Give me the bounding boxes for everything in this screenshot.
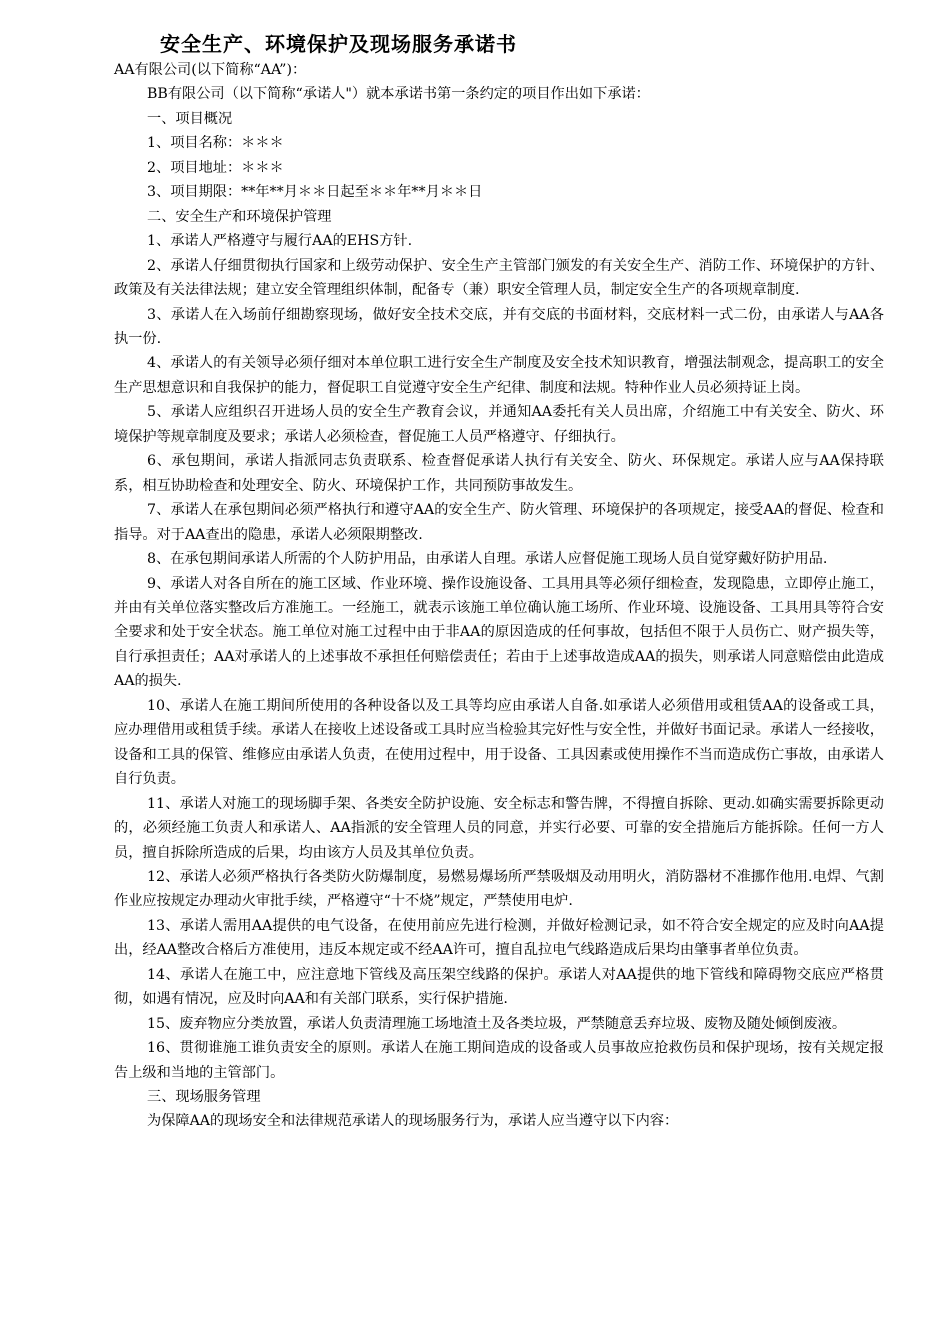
- clause-2-11: 11、承诺人对施工的现场脚手架、各类安全防护设施、安全标志和警告牌，不得擅自拆除、更动.如确实需要拆除更动的，必须经施工负责人和承诺人、AA指派的安全管理人员的同意，并实行必要、可靠的安全措施后方能拆除。任何一方人员，擅自拆除所造成的后果，均由该方人员及其单位负责。: [114, 795, 884, 861]
- section-3-intro: 为保障AA的现场安全和法律规范承诺人的现场服务行为，承诺人应当遵守以下内容：: [147, 1113, 679, 1130]
- addressee-line: AA有限公司(以下简称“AA”)：: [114, 62, 307, 78]
- intro-paragraph: BB有限公司（以下简称“承诺人"）就本承诺书第一条约定的项目作出如下承诺：: [147, 86, 650, 103]
- project-term-line: 3、项目期限：**年**月＊＊日起至＊＊年**月＊＊日: [147, 184, 483, 201]
- section-heading-2: 二、安全生产和环境保护管理: [147, 208, 332, 225]
- clause-2-6: 6、承包期间，承诺人指派同志负责联系、检查督促承诺人执行有关安全、防火、环保规定。承诺人应与AA保持联系，相互协助检查和处理安全、防火、环境保护工作，共同预防事故发生。: [114, 453, 884, 494]
- document-title: 安全生产、环境保护及现场服务承诺书: [160, 32, 517, 56]
- project-name-line: 1、项目名称：＊＊＊: [147, 135, 284, 152]
- clause-2-16: 16、贯彻谁施工谁负责安全的原则。承诺人在施工期间造成的设备或人员事故应抢救伤员和保护现场，按有关规定报告上级和当地的主管部门。: [114, 1040, 884, 1081]
- section-heading-3: 三、现场服务管理: [147, 1089, 261, 1106]
- clause-2-9: 9、承诺人对各自所在的施工区域、作业环境、操作设施设备、工具用具等必须仔细检查，发现隐患，立即停止施工，并由有关单位落实整改后方准施工。一经施工，就表示该施工单位确认施工场所、作业环境、设施设备、工具用具等符合安全要求和处于安全状态。施工单位对施工过程中由于非AA的原因造成的任何事故，包括但不限于人员伤亡、财产损失等，自行承担责任；AA对承诺人的上述事故不承担任何赔偿责任；若由于上述事故造成AA的损失，则承诺人同意赔偿由此造成AA的损失.: [114, 575, 884, 690]
- clause-2-14: 14、承诺人在施工中，应注意地下管线及高压架空线路的保护。承诺人对AA提供的地下管线和障碍物交底应严格贯彻，如遇有情况，应及时向AA和有关部门联系，实行保护措施.: [114, 966, 884, 1008]
- clause-2-1: 1、承诺人严格遵守与履行AA的EHS方针.: [147, 233, 413, 250]
- clause-2-15: 15、废弃物应分类放置，承诺人负责清理施工场地渣土及各类垃圾，严禁随意丢弃垃圾、废物及随处倾倒废液。: [147, 1015, 847, 1032]
- clause-2-8: 8、在承包期间承诺人所需的个人防护用品，由承诺人自理。承诺人应督促施工现场人员自觉穿戴好防护用品.: [147, 551, 828, 568]
- section-heading-1: 一、项目概况: [147, 110, 233, 127]
- clause-2-12: 12、承诺人必须严格执行各类防火防爆制度，易燃易爆场所严禁吸烟及动用明火，消防器材不准挪作他用.电焊、气割作业应按规定办理动火审批手续，严格遵守“十不烧”规定，严禁使用电炉.: [114, 868, 884, 910]
- clause-2-4: 4、承诺人的有关领导必须仔细对本单位职工进行安全生产制度及安全技术知识教育，增强法制观念，提高职工的安全生产思想意识和自我保护的能力，督促职工自觉遵守安全生产纪律、制度和法规。特种作业人员必须持证上岗。: [114, 355, 884, 396]
- document-body: [114, 58, 884, 1134]
- clause-2-5: 5、承诺人应组织召开进场人员的安全生产教育会议，并通知AA委托有关人员出席，介绍施工中有关安全、防火、环境保护等规章制度及要求；承诺人必须检查，督促施工人员严格遵守、仔细执行。: [114, 404, 884, 445]
- clause-2-2: 2、承诺人仔细贯彻执行国家和上级劳动保护、安全生产主管部门颁发的有关安全生产、消防工作、环境保护的方针、政策及有关法律法规；建立安全管理组织体制，配备专（兼）职安全管理人员，制定安全生产的各项规章制度.: [114, 257, 884, 299]
- clause-2-7: 7、承诺人在承包期间必须严格执行和遵守AA的安全生产、防火管理、环境保护的各项规定，接受AA的督促、检查和指导。对于AA查出的隐患，承诺人必须限期整改.: [114, 502, 884, 543]
- project-address-line: 2、项目地址：＊＊＊: [147, 159, 284, 176]
- clause-2-10: 10、承诺人在施工期间所使用的各种设备以及工具等均应由承诺人自备.如承诺人必须借用或租赁AA的设备或工具，应办理借用或租赁手续。承诺人在接收上述设备或工具时应当检验其完好性与安全性，并做好书面记录。承诺人一经接收，设备和工具的保管、维修应由承诺人负责，在使用过程中，用于设备、工具因素或使用操作不当而造成伤亡事故，由承诺人自行负责。: [114, 697, 884, 788]
- clause-2-3: 3、承诺人在入场前仔细勘察现场，做好安全技术交底，并有交底的书面材料，交底材料一式二份，由承诺人与AA各执一份.: [114, 306, 884, 347]
- clause-2-13: 13、承诺人需用AA提供的电气设备，在使用前应先进行检测，并做好检测记录，如不符合安全规定的应及时向AA提出，经AA整改合格后方准使用，违反本规定或不经AA许可，擅自乱拉电气线路造成后果均由肇事者单位负责。: [114, 917, 884, 959]
